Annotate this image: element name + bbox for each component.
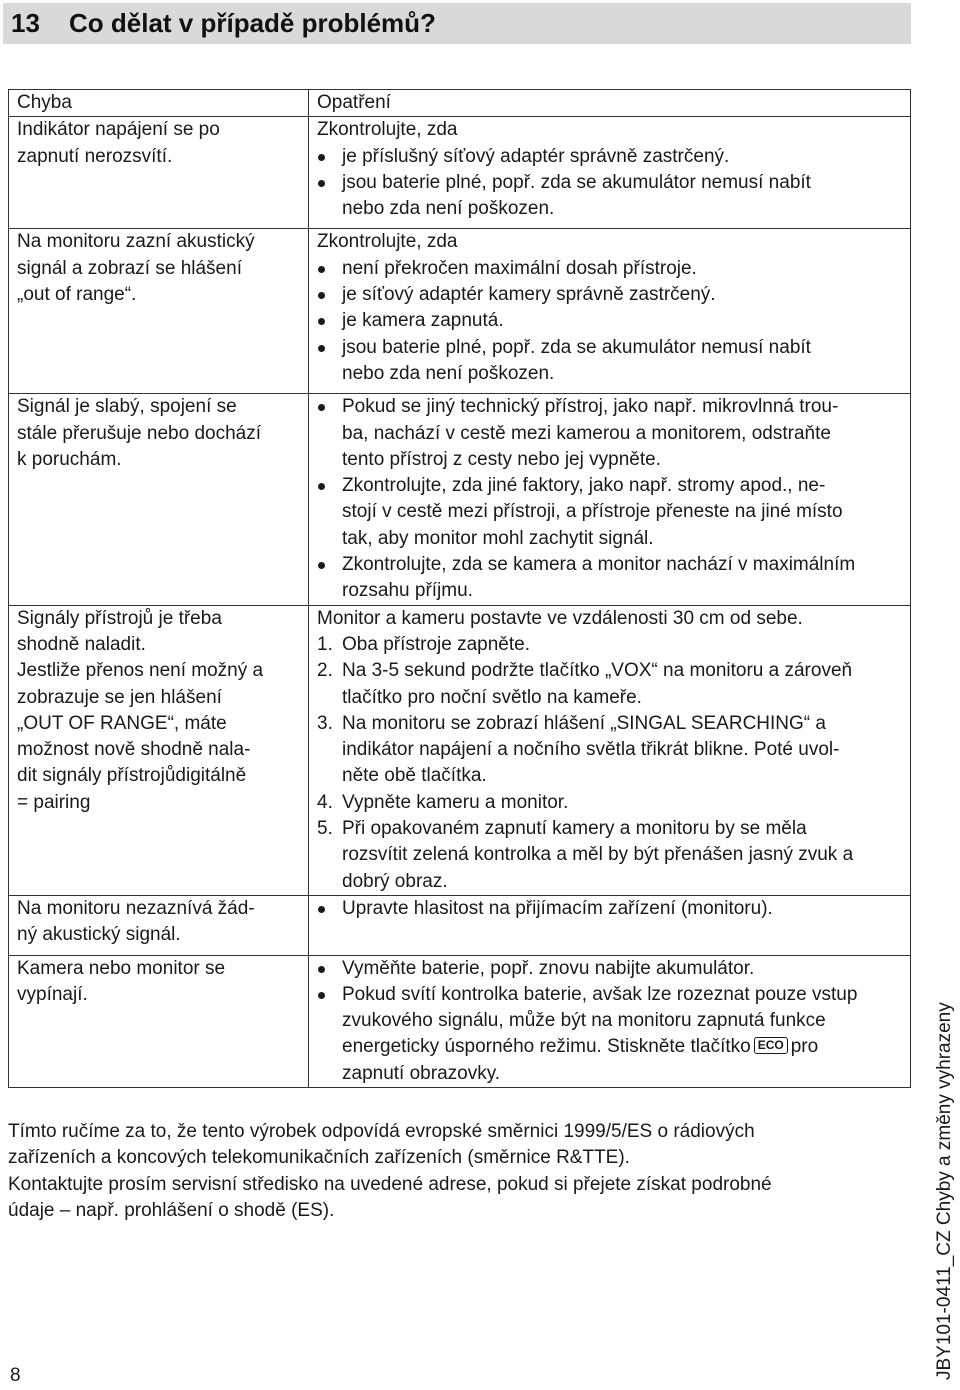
declaration-line: údaje – např. prohlášení o shodě (ES). xyxy=(8,1199,335,1221)
list-item: Upravte hlasitost na přijímacím zařízení (monitoru). xyxy=(317,896,906,922)
declaration-line: Kontaktujte prosím servisní středisko na uvedené adrese, pokud si přejete získat podrobné xyxy=(8,1173,772,1195)
problem-text: zapnutí nerozsvítí. xyxy=(17,145,173,167)
problem-text: stále přerušuje nebo dochází xyxy=(17,422,261,444)
declaration-line: Tímto ručíme za to, že tento výrobek odpovídá evropské směrnici 1999/5/ES o rádiových xyxy=(8,1121,755,1142)
problem-cell xyxy=(9,895,309,955)
action-list xyxy=(317,144,906,223)
action-list xyxy=(317,256,906,387)
list-item: je síťový adaptér kamery správně zastrčený. xyxy=(317,282,906,308)
action-cell xyxy=(309,955,911,1087)
step-list xyxy=(317,632,906,895)
action-cell xyxy=(309,394,911,605)
problem-text: Indikátor napájení se po xyxy=(17,119,220,141)
page-number: 8 xyxy=(10,1365,21,1386)
problem-text: dit signály přístrojůdigitálně xyxy=(17,765,247,787)
list-item: 5. Při opakovaném zapnutí kamery a monitoru by se měla rozsvítit zelená kontrolka a měl by být přenášen jasný zvuk a dobrý obraz. xyxy=(317,818,854,892)
problem-text: shodně naladit. xyxy=(17,633,146,655)
action-intro: Zkontrolujte, zda xyxy=(317,231,458,253)
table-row xyxy=(9,605,911,895)
list-item: je kamera zapnutá. xyxy=(317,308,906,334)
problem-cell xyxy=(9,955,309,1087)
problem-cell xyxy=(9,605,309,895)
list-item: Zkontrolujte, zda se kamera a monitor nachází v maximálním rozsahu příjmu. xyxy=(317,552,906,605)
conformity-declaration xyxy=(8,1119,908,1224)
problem-text: „out of range“. xyxy=(17,284,137,306)
action-cell xyxy=(309,895,911,955)
problem-text: Kamera nebo monitor se xyxy=(17,957,226,979)
action-list xyxy=(317,896,906,922)
problem-cell xyxy=(9,394,309,605)
problem-cell xyxy=(9,229,309,394)
problem-text: Na monitoru zazní akustický xyxy=(17,231,255,253)
problem-text: vypínají. xyxy=(17,983,88,1005)
problem-text: možnost nově shodně nala- xyxy=(17,739,251,761)
section-number: 13 xyxy=(11,8,40,38)
problem-text: „OUT OF RANGE“, máte xyxy=(17,712,227,734)
list-item: Pokud se jiný technický přístroj, jako např. mikrovlnná trou- ba, nachází v cestě mezi kamerou a monitorem, odstraňte tento přístroj z cesty nebo jej vypněte. xyxy=(317,394,906,473)
troubleshooting-table xyxy=(8,89,911,1088)
table-row xyxy=(9,117,911,229)
action-cell xyxy=(309,605,911,895)
list-item: 2. Na 3-5 sekund podržte tlačítko „VOX“ na monitoru a zároveň tlačítko pro noční světlo na kameře. xyxy=(317,660,853,708)
list-item: 3. Na monitoru se zobrazí hlášení „SINGAL SEARCHING“ a indikátor napájení a nočního světla třikrát blikne. Poté uvol- něte obě tlačítka. xyxy=(317,712,840,787)
action-cell xyxy=(309,229,911,394)
section-title: Co dělat v případě problémů? xyxy=(69,8,436,38)
table-row xyxy=(9,955,911,1087)
list-item: jsou baterie plné, popř. zda se akumulátor nemusí nabít nebo zda není poškozen. xyxy=(317,170,906,223)
document-code: JBY101-0411_CZ Chyby a změny vyhrazeny xyxy=(934,1002,955,1380)
action-list xyxy=(317,394,906,604)
action-intro: Monitor a kameru postavte ve vzdálenosti 30 cm od sebe. xyxy=(317,607,803,629)
action-cell xyxy=(309,117,911,229)
list-item: Zkontrolujte, zda jiné faktory, jako např. stromy apod., ne- stojí v cestě mezi přístroji, a přístroje přeneste na jiné místo tak, aby monitor mohl zachytit signál. xyxy=(317,473,906,552)
problem-text: k poruchám. xyxy=(17,448,122,470)
list-item: Pokud svítí kontrolka baterie, avšak lze rozeznat pouze vstup zvukového signálu, může být na monitoru zapnutá funkce energeticky úsporného režimu. Stiskněte tlačítko ECO pro zapnutí obrazovky. xyxy=(317,982,906,1087)
action-intro: Zkontrolujte, zda xyxy=(317,119,458,141)
list-item: není překročen maximální dosah přístroje. xyxy=(317,256,906,282)
column-header-problem: Chyba xyxy=(9,90,309,117)
problem-text: signál a zobrazí se hlášení xyxy=(17,257,242,279)
problem-text: Na monitoru nezaznívá žád- xyxy=(17,897,255,919)
action-list xyxy=(317,956,906,1087)
problem-text: Signál je slabý, spojení se xyxy=(17,396,237,418)
list-item: jsou baterie plné, popř. zda se akumulátor nemusí nabít nebo zda není poškozen. xyxy=(317,335,906,388)
list-item: 1. Oba přístroje zapněte. xyxy=(317,633,530,655)
problem-text: ný akustický signál. xyxy=(17,924,181,946)
column-header-action: Opatření xyxy=(309,90,911,117)
list-item: 4. Vypněte kameru a monitor. xyxy=(317,791,569,813)
list-item: Vyměňte baterie, popř. znovu nabijte akumulátor. xyxy=(317,956,906,982)
problem-text: Signály přístrojů je třeba xyxy=(17,607,222,629)
section-header xyxy=(3,3,911,44)
table-row xyxy=(9,895,911,955)
problem-text: Jestliže přenos není možný a xyxy=(17,660,264,682)
table-row xyxy=(9,229,911,394)
table-row xyxy=(9,394,911,605)
list-item: je příslušný síťový adaptér správně zastrčený. xyxy=(317,144,906,170)
problem-cell xyxy=(9,117,309,229)
eco-key-icon: ECO xyxy=(754,1037,788,1054)
problem-text: = pairing xyxy=(17,791,91,813)
problem-text: zobrazuje se jen hlášení xyxy=(17,686,222,708)
table-header-row xyxy=(9,90,911,117)
declaration-line: zařízeních a koncových telekomunikačních zařízeních (směrnice R&TTE). xyxy=(8,1147,630,1169)
